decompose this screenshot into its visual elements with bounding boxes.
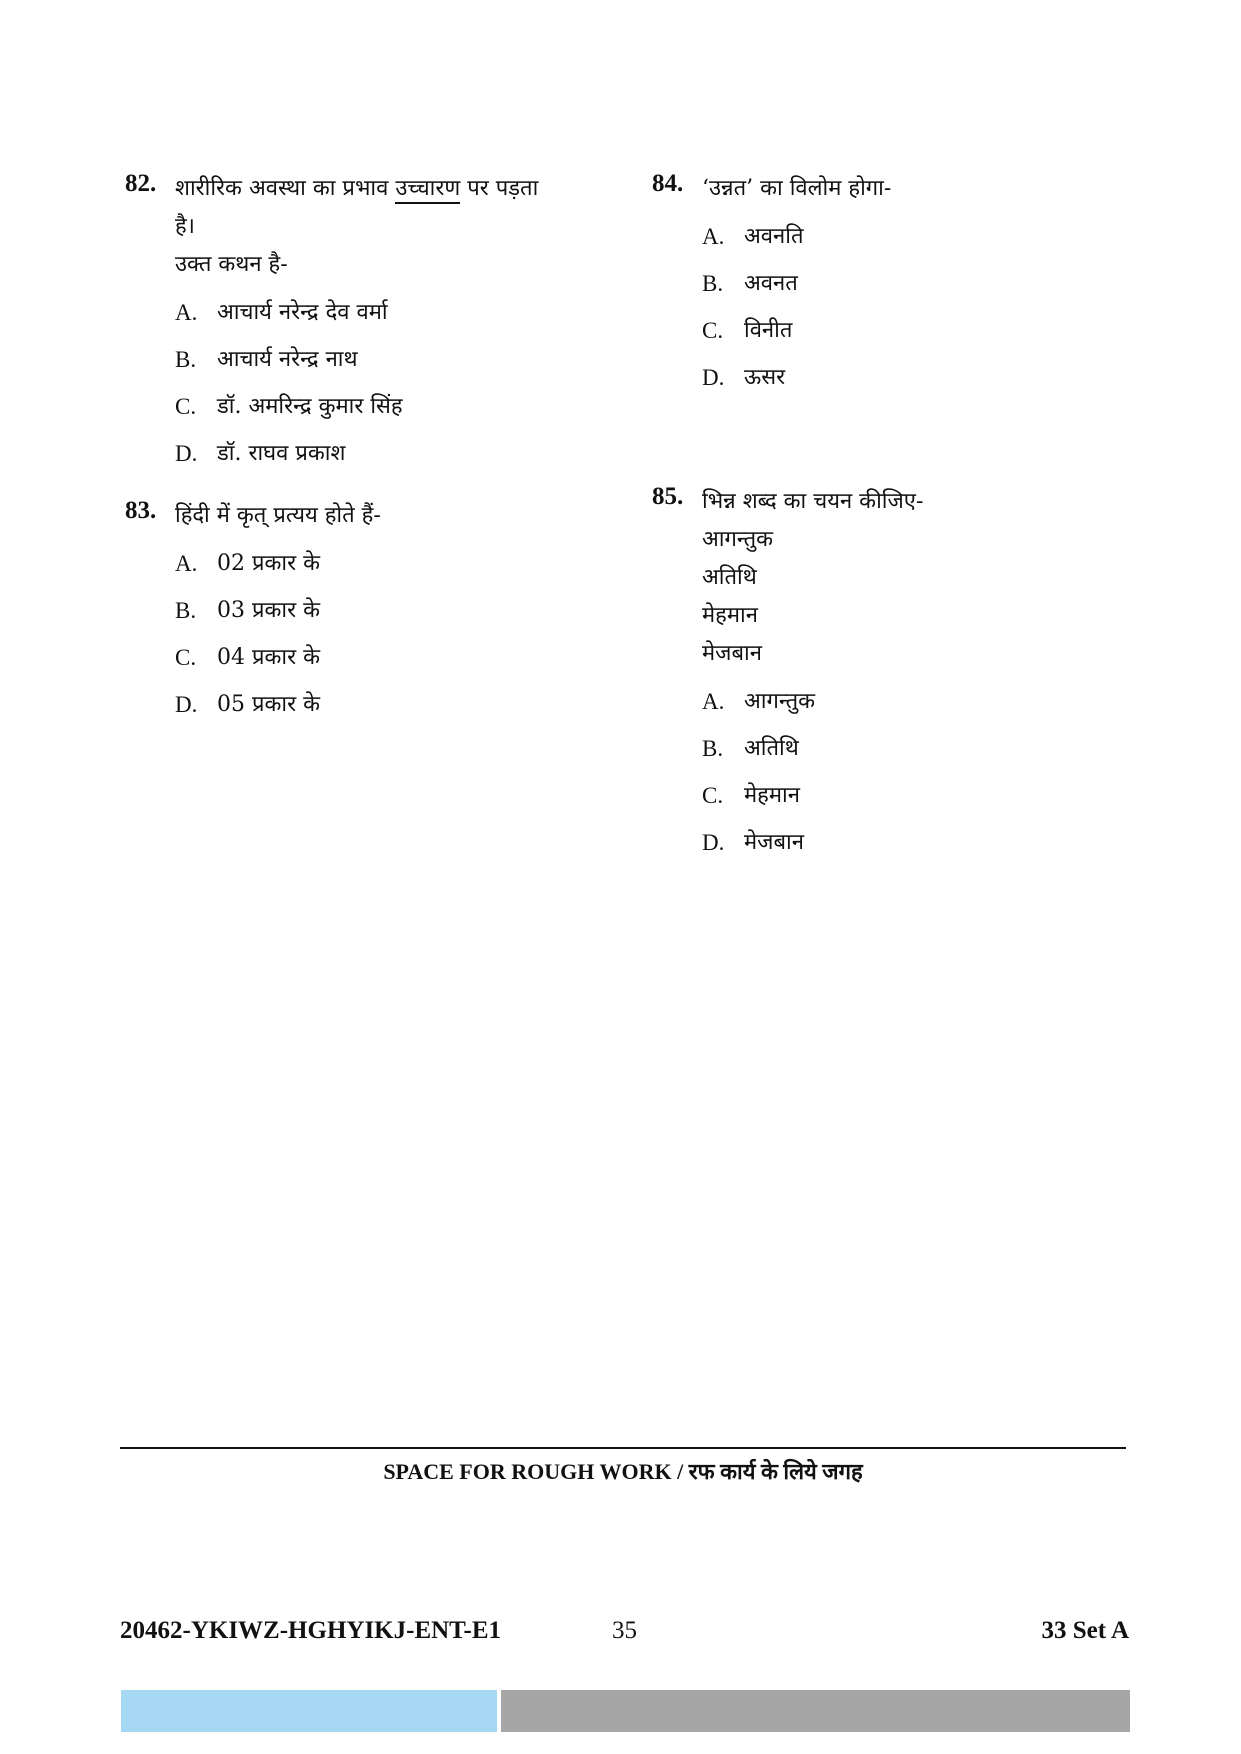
word-list-item: आगन्तुक: [702, 527, 774, 552]
option-text: 04 प्रकार के: [217, 645, 320, 670]
option-letter: D.: [702, 365, 725, 390]
stem-text: शारीरिक अवस्था का प्रभाव: [175, 176, 396, 201]
question-83: [125, 497, 605, 728]
option-text: 05 प्रकार के: [217, 692, 320, 717]
question-82: [125, 170, 605, 477]
footer-bar-gray: [501, 1690, 1130, 1732]
option-letter: C.: [702, 783, 724, 808]
footer-code: 20462-YKIWZ-HGHYIKJ-ENT-E1: [120, 1617, 502, 1644]
option-d: [702, 354, 1172, 401]
question-number: 82.: [125, 170, 157, 197]
option-text: मेजबान: [744, 830, 804, 855]
question-stem-line: ‘उन्नत’ का विलोम होगा-: [702, 176, 892, 201]
options-list: [175, 289, 605, 477]
option-letter: B.: [702, 271, 724, 296]
option-text: डॉ. अमरिन्द्र कुमार सिंह: [217, 394, 403, 419]
options-list: [175, 540, 605, 728]
question-stem-line: [175, 170, 605, 208]
option-text: अतिथि: [744, 736, 799, 761]
word-list-item: अतिथि: [702, 565, 757, 590]
option-text: अवनत: [744, 271, 798, 296]
option-text: 03 प्रकार के: [217, 598, 320, 623]
option-letter: A.: [702, 224, 725, 249]
option-a: [702, 678, 1172, 725]
option-letter: C.: [702, 318, 724, 343]
option-d: [702, 819, 1172, 866]
footer-bar-blue: [121, 1690, 497, 1732]
question-stem-line: है।: [175, 214, 196, 239]
word-list-item: मेहमान: [702, 603, 758, 628]
underlined-word: उच्चारण: [395, 176, 460, 204]
option-text: विनीत: [744, 318, 793, 343]
option-c: [702, 307, 1172, 354]
option-letter: C.: [175, 645, 197, 670]
question-number: 83.: [125, 497, 157, 524]
option-b: [702, 725, 1172, 772]
question-85: [652, 483, 1172, 866]
option-letter: C.: [175, 394, 197, 419]
option-a: [702, 213, 1172, 260]
option-letter: A.: [175, 300, 198, 325]
right-column: [652, 170, 1172, 886]
question-84: [652, 170, 1172, 401]
option-c: [175, 634, 605, 681]
option-d: [175, 430, 605, 477]
option-b: [702, 260, 1172, 307]
option-text: डॉ. राघव प्रकाश: [217, 441, 346, 466]
option-text: आचार्य नरेन्द्र देव वर्मा: [217, 300, 388, 325]
left-column: [125, 170, 605, 748]
option-letter: B.: [702, 736, 724, 761]
option-letter: A.: [175, 551, 198, 576]
question-number: 85.: [652, 483, 684, 510]
option-letter: B.: [175, 598, 197, 623]
option-text: 02 प्रकार के: [217, 551, 320, 576]
rough-work-divider: [120, 1447, 1126, 1449]
option-text: अवनति: [744, 224, 804, 249]
options-list: [702, 213, 1172, 401]
question-stem-line: भिन्न शब्द का चयन कीजिए-: [702, 489, 924, 514]
option-a: [175, 540, 605, 587]
option-letter: B.: [175, 347, 197, 372]
option-c: [175, 383, 605, 430]
option-text: मेहमान: [744, 783, 800, 808]
option-d: [175, 681, 605, 728]
option-letter: D.: [175, 441, 198, 466]
option-text: ऊसर: [744, 365, 786, 390]
option-a: [175, 289, 605, 336]
option-letter: A.: [702, 689, 725, 714]
page-number: 35: [612, 1617, 637, 1644]
question-stem-line: उक्त कथन है-: [175, 252, 288, 277]
set-label: 33 Set A: [1041, 1617, 1129, 1644]
option-b: [175, 587, 605, 634]
word-list-item: मेजबान: [702, 641, 762, 666]
rough-work-label: SPACE FOR ROUGH WORK / रफ कार्य के लिये जगह: [383, 1459, 863, 1484]
question-number: 84.: [652, 170, 684, 197]
options-list: [702, 678, 1172, 866]
option-text: आगन्तुक: [744, 689, 816, 714]
stem-text: पर पड़ता: [460, 176, 539, 201]
option-c: [702, 772, 1172, 819]
option-text: आचार्य नरेन्द्र नाथ: [217, 347, 358, 372]
option-b: [175, 336, 605, 383]
question-stem-line: हिंदी में कृत् प्रत्यय होते हैं-: [175, 503, 381, 528]
option-letter: D.: [175, 692, 198, 717]
option-letter: D.: [702, 830, 725, 855]
